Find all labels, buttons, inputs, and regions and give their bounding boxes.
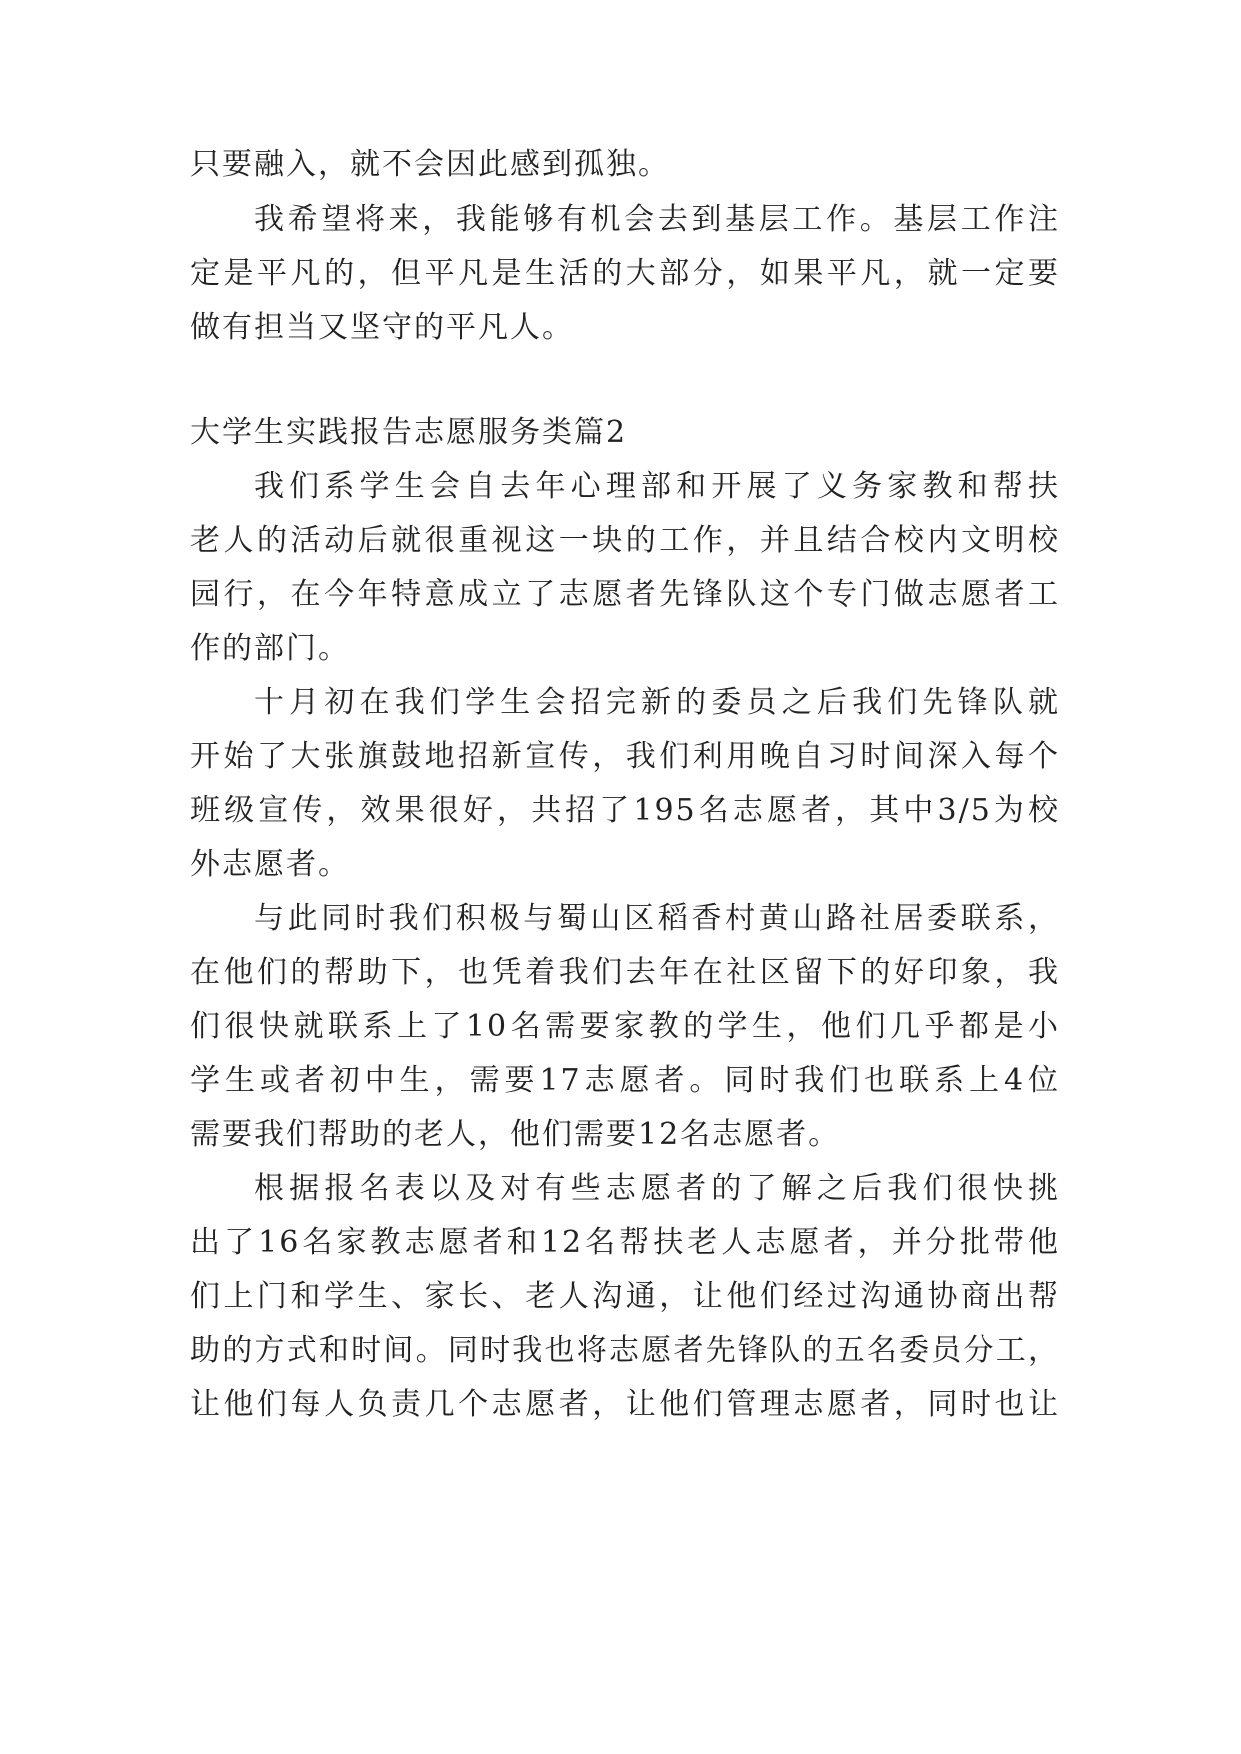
paragraph-line: 老人的活动后就很重视这一块的工作，并且结合校内文明校	[190, 523, 1060, 558]
paragraph-line: 开始了大张旗鼓地招新宣传，我们利用晚自习时间深入每个	[190, 739, 1060, 774]
paragraph-line: 园行，在今年特意成立了志愿者先锋队这个专门做志愿者工	[190, 577, 1060, 612]
paragraph-line: 在他们的帮助下，也凭着我们去年在社区留下的好印象，我	[190, 955, 1060, 990]
paragraph-line: 让他们每人负责几个志愿者，让他们管理志愿者，同时也让	[190, 1387, 1060, 1422]
paragraph-line: 十月初在我们学生会招完新的委员之后我们先锋队就	[254, 685, 1060, 720]
paragraph-line: 需要我们帮助的老人，他们需要12名志愿者。	[190, 1117, 841, 1152]
paragraph-line: 们很快就联系上了10名需要家教的学生，他们几乎都是小	[190, 1009, 1060, 1044]
paragraph-line: 与此同时我们积极与蜀山区稻香村黄山路社居委联系，	[254, 901, 1060, 936]
paragraph-line: 助的方式和时间。同时我也将志愿者先锋队的五名委员分工，	[190, 1333, 1060, 1368]
section-heading: 大学生实践报告志愿服务类篇2	[190, 415, 628, 450]
paragraph-line: 只要融入，就不会因此感到孤独。	[190, 147, 670, 182]
paragraph-line: 根据报名表以及对有些志愿者的了解之后我们很快挑	[254, 1171, 1060, 1206]
paragraph-line: 作的部门。	[190, 631, 350, 666]
paragraph-line: 学生或者初中生，需要17志愿者。同时我们也联系上4位	[190, 1063, 1060, 1098]
paragraph-line: 定是平凡的，但平凡是生活的大部分，如果平凡，就一定要	[190, 256, 1060, 291]
paragraph-line: 外志愿者。	[190, 847, 350, 882]
paragraph-line: 我希望将来，我能够有机会去到基层工作。基层工作注	[254, 202, 1060, 237]
paragraph-line: 们上门和学生、家长、老人沟通，让他们经过沟通协商出帮	[190, 1279, 1060, 1314]
paragraph-line: 我们系学生会自去年心理部和开展了义务家教和帮扶	[254, 469, 1060, 504]
paragraph-line: 做有担当又坚守的平凡人。	[190, 310, 574, 345]
paragraph-line: 班级宣传，效果很好，共招了195名志愿者，其中3/5为校	[190, 793, 1060, 828]
paragraph-line: 出了16名家教志愿者和12名帮扶老人志愿者，并分批带他	[190, 1225, 1060, 1260]
